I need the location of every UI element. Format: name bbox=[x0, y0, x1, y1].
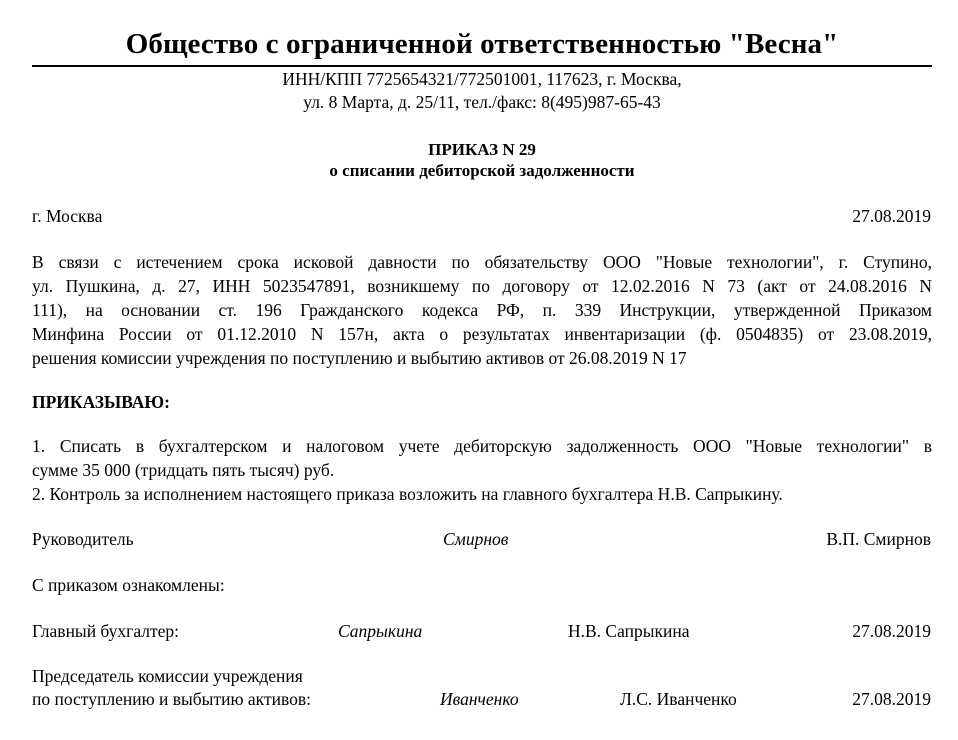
preamble-line: Минфина России от 01.12.2010 N 157н, акта о результатах инвентаризации (ф. 0504835) от 23.08.2019, bbox=[32, 324, 932, 344]
chief-accountant-name: Н.В. Сапрыкина bbox=[568, 621, 690, 641]
requisites-line-2: ул. 8 Марта, д. 25/11, тел./факс: 8(495)987-65-43 bbox=[303, 92, 661, 112]
order-items bbox=[32, 434, 932, 506]
order-word: ПРИКАЗЫВАЮ: bbox=[32, 392, 170, 412]
chief-accountant-role: Главный бухгалтер: bbox=[32, 621, 180, 641]
preamble-line: В связи с истечением срока исковой давности по обязательству ООО "Новые технологии", г. Ступино, bbox=[32, 252, 932, 272]
item-1-line-1: 1. Списать в бухгалтерском и налоговом учете дебиторскую задолженность ООО "Новые технологии" в bbox=[32, 436, 932, 456]
preamble-line: 111), на основании ст. 196 Гражданского кодекса РФ, п. 339 Инструкции, утвержденной Приказом bbox=[32, 300, 932, 320]
preamble-paragraph bbox=[32, 250, 932, 370]
preamble-line: решения комиссии учреждения по поступлению и выбытию активов от 26.08.2019 N 17 bbox=[32, 348, 687, 368]
commission-role-line-2: по поступлению и выбытию активов: bbox=[32, 689, 311, 709]
order-subtitle: о списании дебиторской задолженности bbox=[329, 161, 635, 180]
preamble-line: ул. Пушкина, д. 27, ИНН 5023547891, возникшему по договору от 12.02.2016 N 73 (акт от 24.08.2016 N bbox=[32, 276, 932, 296]
order-title: ПРИКАЗ N 29 bbox=[428, 140, 536, 159]
item-1-line-2: сумме 35 000 (тридцать пять тысяч) руб. bbox=[32, 460, 335, 480]
commission-date: 27.08.2019 bbox=[852, 689, 931, 709]
item-2: 2. Контроль за исполнением настоящего приказа возложить на главного бухгалтера Н.В. Сапрыкину. bbox=[32, 484, 783, 504]
requisites-line-1: ИНН/КПП 7725654321/772501001, 117623, г. Москва, bbox=[282, 69, 682, 89]
chief-accountant-date: 27.08.2019 bbox=[852, 621, 931, 641]
header-divider bbox=[32, 65, 932, 67]
head-signature: Смирнов bbox=[443, 529, 509, 549]
order-date: 27.08.2019 bbox=[852, 206, 931, 226]
city: г. Москва bbox=[32, 206, 103, 226]
chief-accountant-signature: Сапрыкина bbox=[338, 621, 423, 641]
commission-role-line-1: Председатель комиссии учреждения bbox=[32, 666, 303, 686]
acquainted-label: С приказом ознакомлены: bbox=[32, 575, 225, 595]
commission-signature: Иванченко bbox=[440, 689, 519, 709]
org-name: Общество с ограниченной ответственностью "Весна" bbox=[125, 28, 839, 60]
head-name: В.П. Смирнов bbox=[826, 529, 931, 549]
commission-name: Л.С. Иванченко bbox=[620, 689, 737, 709]
head-role: Руководитель bbox=[32, 529, 134, 549]
